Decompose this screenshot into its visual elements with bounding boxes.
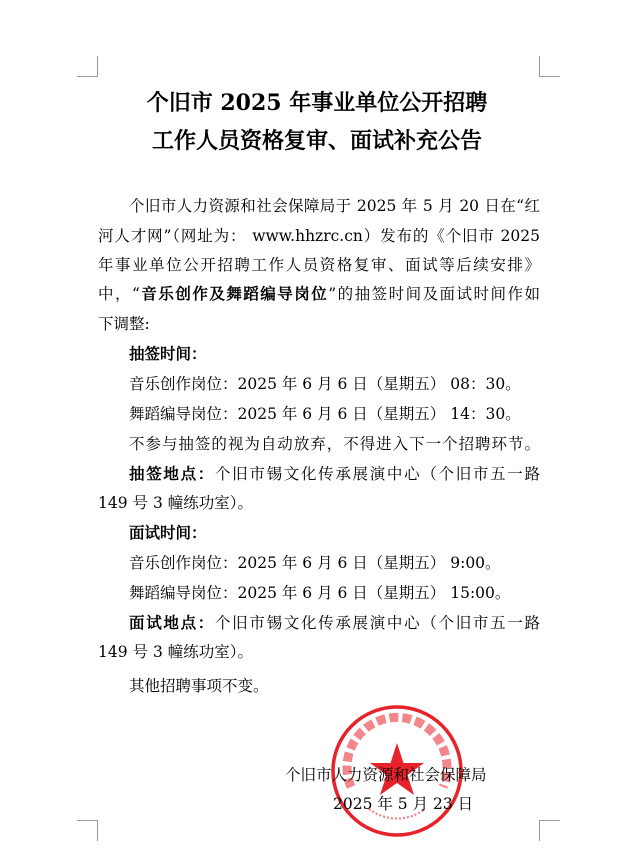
label: 面试地点： <box>129 613 215 632</box>
draw-place <box>129 462 540 484</box>
intro-line: 下调整: <box>98 315 150 333</box>
signature-date: 2025 年 5 月 23 日 <box>333 795 474 813</box>
other-note: 其他招聘事项不变。 <box>129 677 269 695</box>
corner-mark <box>77 820 98 841</box>
position-name: 音乐创作及舞蹈编导岗位 <box>139 284 329 303</box>
interview-heading: 面试时间： <box>129 523 207 542</box>
interview-place-cont: 149 号 3 幢练功室）。 <box>98 643 253 661</box>
draw-note: 不参与抽签的视为自动放弃，不得进入下一个招聘环节。 <box>129 435 540 453</box>
title-line-2: 工作人员资格复审、面试补充公告 <box>151 128 482 154</box>
text: 个旧市锡文化传承展演中心（个旧市五一路 <box>214 614 540 632</box>
interview-dance: 舞蹈编导岗位：2025 年 6 月 6 日（星期五） 15:00。 <box>129 584 511 602</box>
draw-music: 音乐创作岗位：2025 年 6 月 6 日（星期五） 08：30。 <box>129 375 521 393</box>
draw-dance: 舞蹈编导岗位：2025 年 6 月 6 日（星期五） 14：30。 <box>129 405 521 423</box>
intro-line: 年事业单位公开招聘工作人员资格复审、面试等后续安排》 <box>98 256 540 274</box>
label: 抽签地点： <box>129 464 215 483</box>
intro-line: 个旧市人力资源和社会保障局于 2025 年 5 月 20 日在“红 <box>129 197 540 215</box>
interview-place <box>129 611 540 633</box>
corner-mark <box>539 820 560 841</box>
draw-place-cont: 149 号 3 幢练功室）。 <box>98 494 253 512</box>
text: 中，“ <box>98 285 140 303</box>
interview-music: 音乐创作岗位：2025 年 6 月 6 日（星期五） 9:00。 <box>129 554 501 572</box>
intro-line: 河人才网”（网址为： www.hhzrc.cn）发布的《个旧市 2025 <box>98 227 540 245</box>
corner-mark <box>539 56 560 77</box>
draw-heading: 抽签时间： <box>129 344 207 363</box>
corner-mark <box>77 56 98 77</box>
text: ”的抽签时间及面试时间作如 <box>328 285 540 303</box>
text: 个旧市锡文化传承展演中心（个旧市五一路 <box>214 465 540 483</box>
title-line-1: 个旧市 2025 年事业单位公开招聘 <box>146 90 488 116</box>
signature-org: 个旧市人力资源和社会保障局 <box>285 766 487 784</box>
intro-line <box>98 282 540 304</box>
